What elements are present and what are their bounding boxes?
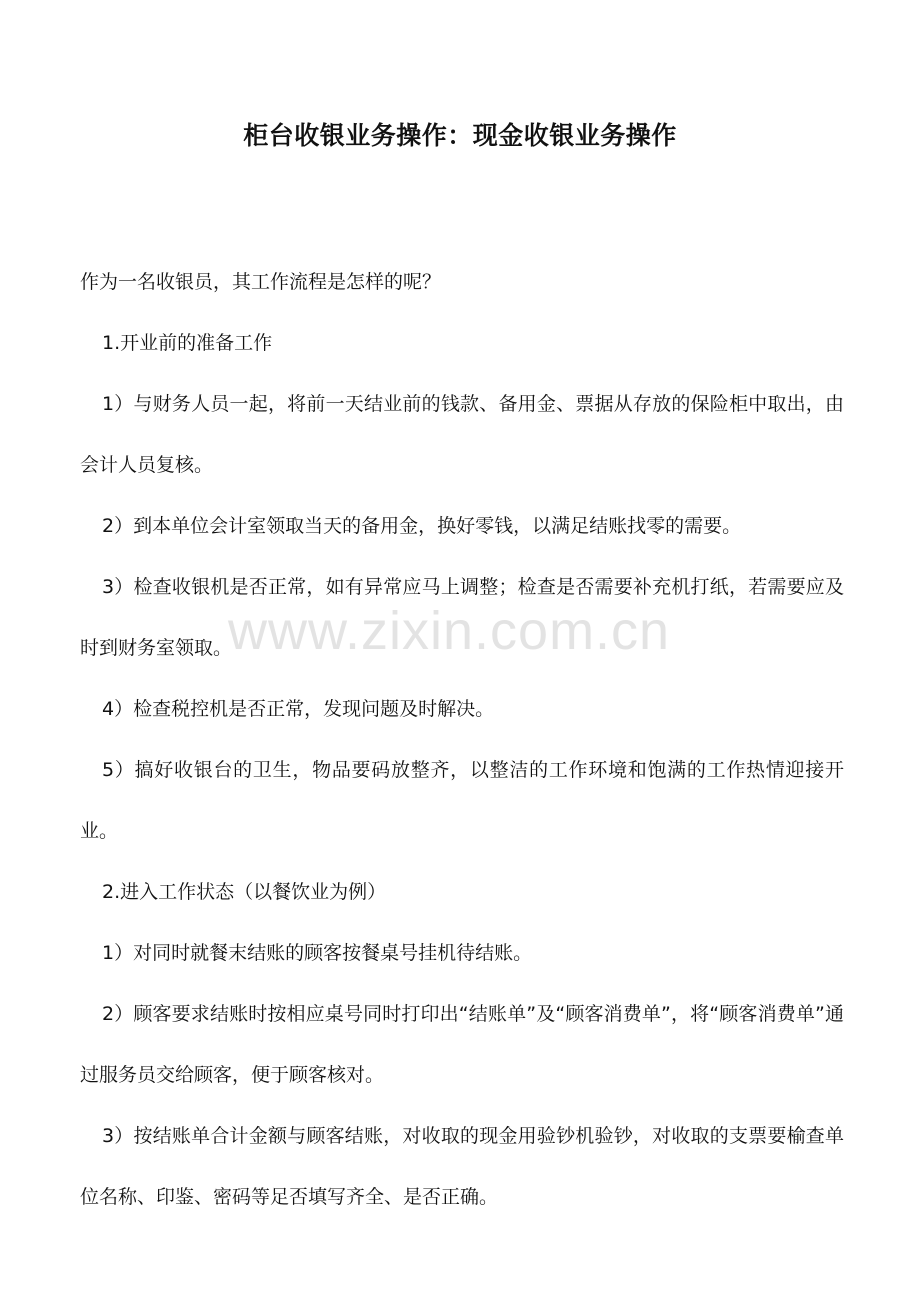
paragraph: 3）按结账单合计金额与顾客结账，对收取的现金用验钞机验钞，对收取的支票要榆查单位名称、印鉴、密码等足否填写齐全、是否正确。 [80,1125,844,1208]
paragraph-intro: 作为一名收银员，其工作流程是怎样的呢？ [80,271,442,293]
section-heading-1: 1.开业前的准备工作 [102,332,273,354]
document-body [80,252,844,1228]
paragraph: 1）对同时就餐末结账的顾客按餐桌号挂机待结账。 [102,942,533,964]
paragraph: 2）顾客要求结账时按相应桌号同时打印出“结账单”及“顾客消费单”，将“顾客消费单”通过服务员交给顾客，便于顾客核对。 [80,1003,844,1086]
watermark: www.zixin.com.cn [228,601,671,661]
section-heading-2: 2.进入工作状态（以餐饮业为例） [102,881,387,903]
paragraph: 5）搞好收银台的卫生，物品要码放整齐，以整洁的工作环境和饱满的工作热情迎接开业。 [80,759,844,842]
paragraph: 3）检查收银机是否正常，如有异常应马上调整；检查是否需要补充机打纸，若需要应及时到财务室领取。 [80,576,844,659]
paragraph: 4）检查税控机是否正常，发现问题及时解决。 [102,698,495,720]
document-title: 柜台收银业务操作：现金收银业务操作 [243,121,677,150]
paragraph: 2）到本单位会计室领取当天的备用金，换好零钱，以满足结账找零的需要。 [102,515,742,537]
paragraph: 1）与财务人员一起，将前一天结业前的钱款、备用金、票据从存放的保险柜中取出，由会计人员复核。 [80,393,844,476]
